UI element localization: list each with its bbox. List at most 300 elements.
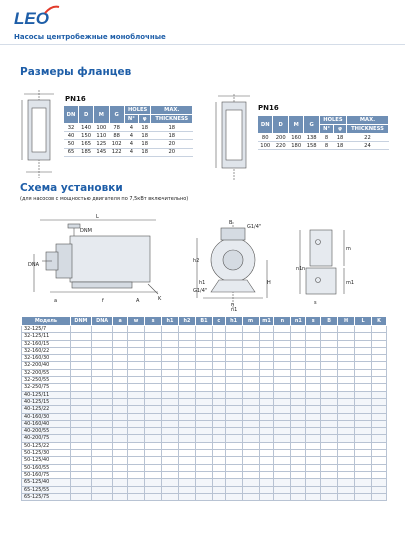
table-cell xyxy=(162,377,179,384)
table-cell xyxy=(225,398,242,405)
table-cell xyxy=(355,442,372,449)
table-cell xyxy=(259,428,274,435)
table-cell xyxy=(338,413,355,420)
column-header: H xyxy=(338,317,355,326)
table-cell xyxy=(291,442,306,449)
table-cell xyxy=(338,333,355,340)
table-cell xyxy=(274,391,291,398)
table-cell xyxy=(162,471,179,478)
cell: 122 xyxy=(109,148,124,156)
table-cell xyxy=(113,464,128,471)
table-cell xyxy=(70,450,91,457)
table-cell xyxy=(274,326,291,333)
table-cell xyxy=(355,347,372,354)
table-cell xyxy=(338,493,355,500)
table-row xyxy=(22,464,387,471)
table-cell xyxy=(355,377,372,384)
table-cell xyxy=(145,457,162,464)
label-h2: h2 xyxy=(193,258,200,264)
table-cell xyxy=(225,442,242,449)
column-header: DNM xyxy=(70,317,91,326)
label-f: f xyxy=(102,298,104,304)
table-cell xyxy=(195,457,212,464)
table-cell xyxy=(259,464,274,471)
table-row xyxy=(22,398,387,405)
table-cell xyxy=(242,493,259,500)
table-cell xyxy=(274,420,291,427)
table-row xyxy=(22,486,387,493)
column-header: DNA xyxy=(92,317,113,326)
table-row xyxy=(22,377,387,384)
table-cell xyxy=(195,326,212,333)
table-cell xyxy=(371,347,386,354)
model-cell: 65-125/40 xyxy=(22,479,71,486)
table-cell xyxy=(306,413,321,420)
table-cell xyxy=(195,428,212,435)
cell: 150 xyxy=(78,132,93,140)
table-cell xyxy=(321,486,338,493)
table-cell xyxy=(145,347,162,354)
cell: 4 xyxy=(124,140,138,148)
table-cell xyxy=(259,442,274,449)
col-holes: HOLES xyxy=(319,116,346,125)
table-cell xyxy=(225,384,242,391)
table-cell xyxy=(92,362,113,369)
table-cell xyxy=(242,391,259,398)
table-cell xyxy=(162,333,179,340)
table-cell xyxy=(355,479,372,486)
table-cell xyxy=(113,420,128,427)
table-cell xyxy=(338,471,355,478)
table-cell xyxy=(113,493,128,500)
table-cell xyxy=(274,457,291,464)
table-cell xyxy=(128,435,145,442)
cell: 20 xyxy=(151,140,193,148)
table-cell xyxy=(92,369,113,376)
table-cell xyxy=(306,486,321,493)
table-cell xyxy=(306,457,321,464)
flange-table-2-label: PN16 xyxy=(258,104,279,112)
table-cell xyxy=(225,333,242,340)
table-cell xyxy=(178,347,195,354)
table-cell xyxy=(113,333,128,340)
cell: 8 xyxy=(319,134,333,142)
table-cell xyxy=(242,442,259,449)
table-cell xyxy=(306,406,321,413)
table-cell xyxy=(321,377,338,384)
table-cell xyxy=(128,398,145,405)
column-header: n xyxy=(274,317,291,326)
table-cell xyxy=(212,398,225,405)
table-cell xyxy=(128,355,145,362)
table-cell xyxy=(291,420,306,427)
table-cell xyxy=(145,420,162,427)
table-cell xyxy=(178,326,195,333)
model-cell: 32-200/55 xyxy=(22,369,71,376)
table-cell xyxy=(371,326,386,333)
table-cell xyxy=(242,362,259,369)
table-cell xyxy=(321,413,338,420)
table-cell xyxy=(242,435,259,442)
table-row xyxy=(22,391,387,398)
table-cell xyxy=(338,457,355,464)
table-cell xyxy=(128,442,145,449)
table-cell xyxy=(92,428,113,435)
table-cell xyxy=(274,362,291,369)
table-cell xyxy=(371,398,386,405)
column-header: L xyxy=(355,317,372,326)
table-cell xyxy=(242,471,259,478)
table-cell xyxy=(113,369,128,376)
table-cell xyxy=(195,479,212,486)
table-cell xyxy=(178,355,195,362)
table-cell xyxy=(291,369,306,376)
model-cell: 32-250/55 xyxy=(22,377,71,384)
table-cell xyxy=(355,326,372,333)
table-row xyxy=(22,355,387,362)
table-cell xyxy=(128,450,145,457)
table-cell xyxy=(195,471,212,478)
table-cell xyxy=(355,450,372,457)
table-cell xyxy=(291,471,306,478)
table-cell xyxy=(291,326,306,333)
table-cell xyxy=(113,355,128,362)
table-cell xyxy=(70,391,91,398)
table-cell xyxy=(70,340,91,347)
table-cell xyxy=(242,369,259,376)
table-cell xyxy=(195,391,212,398)
label-A: A xyxy=(136,298,140,304)
table-cell xyxy=(338,398,355,405)
table-cell xyxy=(306,355,321,362)
table-cell xyxy=(92,464,113,471)
table-cell xyxy=(291,377,306,384)
table-cell xyxy=(212,479,225,486)
cell: 22 xyxy=(346,134,388,142)
table-cell xyxy=(274,384,291,391)
model-cell: 32-125/7 xyxy=(22,326,71,333)
table-cell xyxy=(70,486,91,493)
table-cell xyxy=(162,384,179,391)
table-cell xyxy=(212,471,225,478)
table-cell xyxy=(355,435,372,442)
table-cell xyxy=(371,369,386,376)
column-header: m1 xyxy=(259,317,274,326)
col-g: G xyxy=(304,116,319,134)
table-cell xyxy=(338,377,355,384)
table-cell xyxy=(162,435,179,442)
column-header: h2 xyxy=(178,317,195,326)
logo-swoosh-icon xyxy=(44,5,60,15)
cell: 100 xyxy=(94,124,109,132)
table-cell xyxy=(212,442,225,449)
table-cell xyxy=(145,333,162,340)
table-cell xyxy=(92,442,113,449)
pump-side-drawing xyxy=(28,214,168,306)
table-row xyxy=(22,420,387,427)
model-cell: 32-250/75 xyxy=(22,384,71,391)
table-cell xyxy=(128,413,145,420)
flanges-title: Размеры фланцев xyxy=(20,66,132,78)
table-cell xyxy=(128,347,145,354)
table-cell xyxy=(92,347,113,354)
table-cell xyxy=(259,326,274,333)
table-cell xyxy=(338,450,355,457)
table-cell xyxy=(306,479,321,486)
label-K: K xyxy=(158,296,162,302)
table-cell xyxy=(195,384,212,391)
column-header: w xyxy=(128,317,145,326)
table-cell xyxy=(355,457,372,464)
column-header: n1 xyxy=(291,317,306,326)
table-cell xyxy=(225,493,242,500)
table-cell xyxy=(128,457,145,464)
table-row xyxy=(22,457,387,464)
table-cell xyxy=(70,493,91,500)
table-cell xyxy=(92,486,113,493)
table-cell xyxy=(371,384,386,391)
table-cell xyxy=(259,406,274,413)
column-header: B xyxy=(321,317,338,326)
table-cell xyxy=(178,428,195,435)
table-cell xyxy=(274,493,291,500)
table-cell xyxy=(162,406,179,413)
table-row xyxy=(64,132,193,140)
table-cell xyxy=(321,428,338,435)
table-cell xyxy=(145,391,162,398)
cell: 50 xyxy=(64,140,79,148)
table-cell xyxy=(225,457,242,464)
model-cell: 50-160/75 xyxy=(22,471,71,478)
table-cell xyxy=(259,362,274,369)
cell: 18 xyxy=(334,142,347,150)
table-cell xyxy=(195,369,212,376)
model-cell: 40-200/55 xyxy=(22,428,71,435)
table-cell xyxy=(306,435,321,442)
col-d: D xyxy=(273,116,288,134)
table-cell xyxy=(195,355,212,362)
table-cell xyxy=(355,493,372,500)
table-cell xyxy=(70,362,91,369)
column-header: m xyxy=(242,317,259,326)
table-cell xyxy=(92,435,113,442)
table-cell xyxy=(242,420,259,427)
table-cell xyxy=(291,406,306,413)
table-cell xyxy=(178,398,195,405)
table-cell xyxy=(291,493,306,500)
table-cell xyxy=(242,464,259,471)
model-cell: 65-125/55 xyxy=(22,486,71,493)
table-row xyxy=(258,134,389,142)
model-cell: 50-125/40 xyxy=(22,457,71,464)
table-cell xyxy=(371,355,386,362)
table-cell xyxy=(371,486,386,493)
cell: 110 xyxy=(94,132,109,140)
table-cell xyxy=(355,413,372,420)
table-cell xyxy=(242,333,259,340)
table-cell xyxy=(371,413,386,420)
table-cell xyxy=(291,362,306,369)
table-cell xyxy=(178,362,195,369)
table-cell xyxy=(162,413,179,420)
table-cell xyxy=(162,457,179,464)
table-cell xyxy=(242,486,259,493)
table-cell xyxy=(195,450,212,457)
cell: 180 xyxy=(288,142,303,150)
table-cell xyxy=(321,435,338,442)
table-cell xyxy=(291,340,306,347)
table-cell xyxy=(274,442,291,449)
table-cell xyxy=(338,347,355,354)
table-cell xyxy=(371,420,386,427)
table-row xyxy=(22,347,387,354)
col-holes: HOLES xyxy=(124,106,151,115)
table-cell xyxy=(195,420,212,427)
table-cell xyxy=(321,420,338,427)
table-cell xyxy=(321,362,338,369)
table-cell xyxy=(92,355,113,362)
table-cell xyxy=(145,362,162,369)
table-cell xyxy=(195,340,212,347)
header-divider xyxy=(0,44,405,45)
table-cell xyxy=(371,340,386,347)
table-cell xyxy=(212,333,225,340)
table-cell xyxy=(259,486,274,493)
table-cell xyxy=(291,398,306,405)
table-cell xyxy=(70,464,91,471)
table-cell xyxy=(92,391,113,398)
table-cell xyxy=(338,420,355,427)
table-cell xyxy=(145,413,162,420)
label-g14-bottom: G1/4" xyxy=(193,288,208,294)
table-cell xyxy=(338,391,355,398)
table-cell xyxy=(70,413,91,420)
table-cell xyxy=(70,326,91,333)
table-cell xyxy=(178,450,195,457)
table-cell xyxy=(92,326,113,333)
table-cell xyxy=(212,457,225,464)
table-cell xyxy=(145,450,162,457)
table-cell xyxy=(178,457,195,464)
pump-front-drawing xyxy=(193,218,273,312)
table-cell xyxy=(145,428,162,435)
table-cell xyxy=(92,471,113,478)
table-cell xyxy=(212,450,225,457)
table-cell xyxy=(128,428,145,435)
model-cell: 32-160/22 xyxy=(22,347,71,354)
cell: 145 xyxy=(94,148,109,156)
model-cell: 32-160/30 xyxy=(22,355,71,362)
table-cell xyxy=(306,391,321,398)
model-cell: 40-125/22 xyxy=(22,406,71,413)
table-cell xyxy=(242,450,259,457)
table-cell xyxy=(371,479,386,486)
table-cell xyxy=(195,486,212,493)
label-s: s xyxy=(314,300,317,306)
table-cell xyxy=(145,377,162,384)
table-cell xyxy=(145,464,162,471)
table-cell xyxy=(306,340,321,347)
table-cell xyxy=(338,486,355,493)
table-cell xyxy=(92,420,113,427)
table-cell xyxy=(145,369,162,376)
table-cell xyxy=(195,464,212,471)
table-cell xyxy=(338,435,355,442)
table-cell xyxy=(371,457,386,464)
label-m1: m1 xyxy=(346,280,355,286)
table-cell xyxy=(306,362,321,369)
table-cell xyxy=(113,326,128,333)
table-cell xyxy=(145,384,162,391)
table-cell xyxy=(306,384,321,391)
table-cell xyxy=(225,413,242,420)
table-cell xyxy=(145,479,162,486)
table-cell xyxy=(306,398,321,405)
table-row xyxy=(22,428,387,435)
table-cell xyxy=(145,398,162,405)
table-cell xyxy=(291,464,306,471)
col-thickness: THICKNESS xyxy=(346,125,388,134)
table-cell xyxy=(145,435,162,442)
col-dn: DN xyxy=(258,116,273,134)
table-cell xyxy=(242,479,259,486)
table-cell xyxy=(178,493,195,500)
table-cell xyxy=(306,326,321,333)
table-cell xyxy=(178,479,195,486)
table-cell xyxy=(128,486,145,493)
install-note: (для насосов с мощностью двигателя по 7,5кВт включительно) xyxy=(20,196,189,202)
table-cell xyxy=(259,471,274,478)
table-cell xyxy=(242,355,259,362)
table-cell xyxy=(321,333,338,340)
model-cell: 40-160/40 xyxy=(22,420,71,427)
table-cell xyxy=(274,333,291,340)
table-cell xyxy=(338,406,355,413)
table-cell xyxy=(225,450,242,457)
table-cell xyxy=(338,384,355,391)
table-cell xyxy=(338,479,355,486)
table-cell xyxy=(212,369,225,376)
table-cell xyxy=(371,435,386,442)
table-cell xyxy=(162,362,179,369)
table-cell xyxy=(259,347,274,354)
brand-logo: LEO xyxy=(14,9,49,28)
table-cell xyxy=(212,340,225,347)
table-cell xyxy=(259,435,274,442)
table-cell xyxy=(128,479,145,486)
table-cell xyxy=(306,450,321,457)
table-cell xyxy=(355,486,372,493)
table-cell xyxy=(178,420,195,427)
label-foot-n1: n1 xyxy=(296,266,303,272)
table-cell xyxy=(259,391,274,398)
table-cell xyxy=(306,347,321,354)
table-cell xyxy=(145,406,162,413)
model-cell: 40-125/11 xyxy=(22,391,71,398)
table-row xyxy=(22,362,387,369)
label-a: a xyxy=(54,298,58,304)
table-cell xyxy=(128,369,145,376)
table-cell xyxy=(291,457,306,464)
table-cell xyxy=(321,450,338,457)
table-cell xyxy=(212,362,225,369)
col-holes-n: N° xyxy=(124,115,138,124)
cell: 125 xyxy=(94,140,109,148)
label-g14-top: G1/4" xyxy=(247,224,262,230)
table-cell xyxy=(371,442,386,449)
model-cell: 40-200/75 xyxy=(22,435,71,442)
table-cell xyxy=(274,377,291,384)
